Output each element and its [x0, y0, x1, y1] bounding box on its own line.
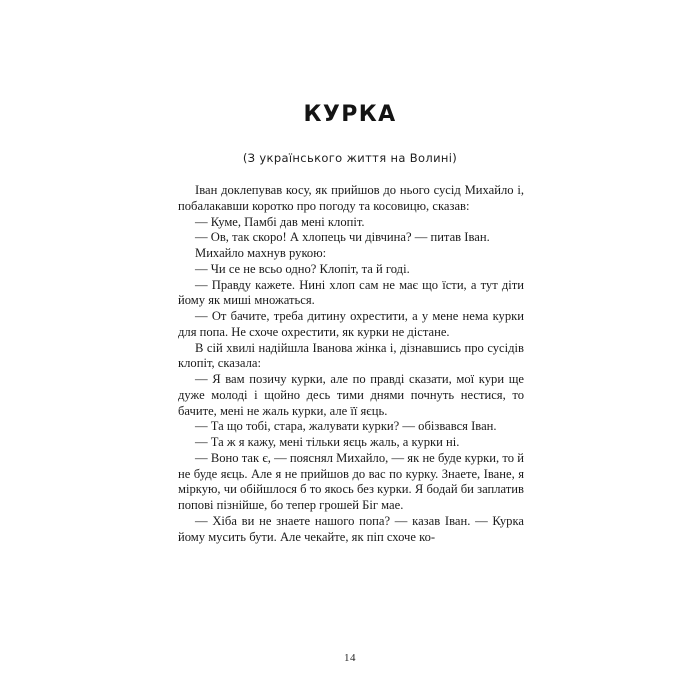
paragraph: — Та що тобі, стара, жалувати курки? — обізвався Іван.	[195, 419, 497, 434]
paragraph: — Хіба ви не знаете нашого попа? — казав Іван. — Курка йому мусить бути. Але чекайте, як піп схоче ко-	[178, 513, 524, 544]
body-text-column	[178, 183, 524, 545]
paragraph: — Воно так є, — пояснял Михайло, — як не буде курки, то й не буде яєць. Але я не прийшов до вас по курку. Знаете, Іване, я міркую, чи обійшлося б то якось без курки. Я бодай би заплатив попові пізнійше, бо тепер грошей Біг мае.	[178, 450, 524, 512]
paragraph: — Правду кажете. Нині хлоп сам не має що їсти, а тут діти йому як миші множаться.	[178, 277, 524, 308]
page-title: КУРКА	[303, 102, 397, 127]
paragraph: В сій хвилі надійшла Іванова жінка і, дізнавшись про сусідів клопіт, сказала:	[178, 340, 524, 371]
paragraph: — Ов, так скоро! А хлопець чи дівчина? — питав Іван.	[195, 230, 490, 245]
page-number: 14	[344, 652, 356, 664]
paragraph: — Я вам позичу курки, але по правді сказати, мої кури ще дуже молоді і щойно десь тими днями почнуть нестися, то бачите, мені не жаль курки, але її яєць.	[178, 372, 524, 418]
chapter-heading	[0, 104, 700, 165]
paragraph: — Та ж я кажу, мені тільки яєць жаль, а курки ні.	[195, 435, 460, 449]
paragraph: Іван доклепував косу, як прийшов до нього сусід Михайло і, побалакавши коротко про погоду та косовицю, сказав:	[178, 183, 524, 213]
paragraph: — От бачите, треба дитину охрестити, а у мене нема курки для попа. Не схоче охрестити, як курки не дістане.	[178, 309, 524, 339]
paragraph: Михайло махнув рукою:	[195, 246, 327, 260]
paragraph: — Куме, Памбі дав мені клопіт.	[195, 214, 365, 229]
chapter-subtitle: (З українського життя на Волині)	[242, 151, 458, 165]
paragraph: — Чи се не всьо одно? Клопіт, та й годі.	[195, 261, 410, 276]
